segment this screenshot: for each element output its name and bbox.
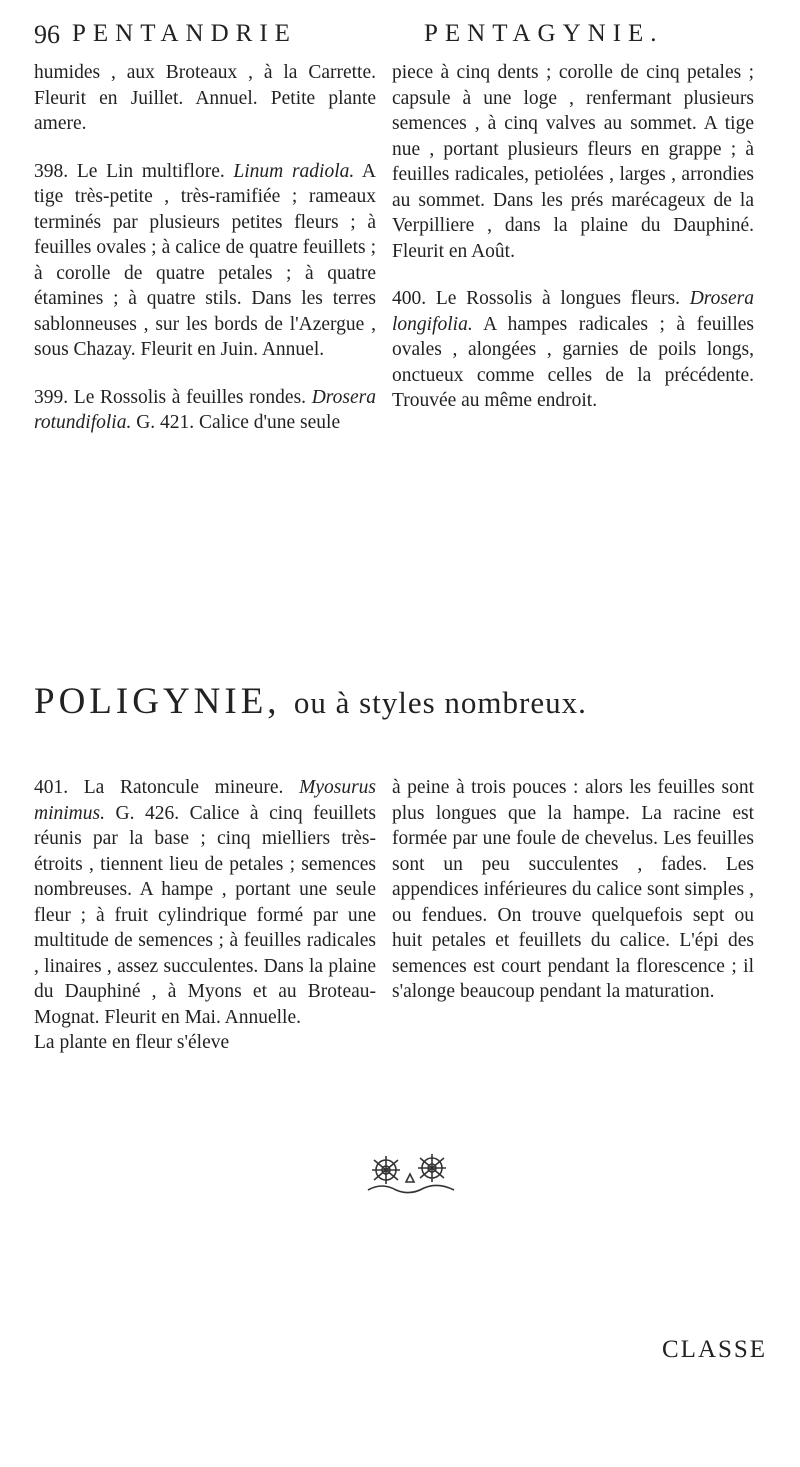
entry-number: 399. xyxy=(34,386,69,408)
entry-description: A hampes radicales ; à feuilles ovales , alongées , garnies de poils longs, onctueux comme celles de la précédente. Trouvée au même endroit. xyxy=(392,313,754,411)
ornament-rays-left xyxy=(372,1156,400,1184)
paragraph-continuation: piece à cinq dents ; corolle de cinq petales ; capsule à une loge , renfermant plusieurs semences , à cinq valves au sommet. A tige nue , portant plusieurs fleurs en grappe ; à feuilles radicales, petiolées , larges , arrondies au sommet. Dans les prés marécageux de la Verpilliere , dans la plaine du Dauphiné. Fleurit en Août. xyxy=(392,62,754,262)
column-left-top xyxy=(34,60,376,436)
section-subtitle: ou à styles nombreux. xyxy=(293,685,587,720)
entry-description: G. 426. Calice à cinq feuillets réunis par la base ; cinq mielliers très-étroits , tiennent lieu de petales ; semences nombreuses. A hampe , portant une seule fleur ; à fruit cylindrique formé par une multitude de semences ; à feuilles radicales , linaires , assez succulentes. Dans la plaine du Dauphiné , à Myons et au Broteau-Mognat. Fleurit en Mai. Annuelle. xyxy=(34,802,376,1028)
entry-common-name: Le Lin multiflore. xyxy=(68,160,234,182)
entry-common-name: La Ratoncule mineure. xyxy=(68,777,300,798)
entry-description: A tige très-petite , très-ramifiée ; rameaux terminés par plusieurs petites fleurs ; à feuilles ovales ; à calice de quatre feuillets ; à corolle de quatre petales ; à quatre étamines ; à quatre stils. Dans les terres sablonneuses , sur les bords de l'Azergue , sous Chazay. Fleurit en Juin. Annuel. xyxy=(34,160,376,360)
catchword: CLASSE xyxy=(662,1336,768,1363)
entry-number: 400. xyxy=(392,288,427,309)
entry-398 xyxy=(34,159,376,363)
paragraph-continuation: à peine à trois pouces : alors les feuilles sont plus longues que la hampe. La racine est formée par une foule de chevelus. Les feuilles sont un peu succulentes , fades. Les appendices inférieures du calice sont simples , ou fendues. On trouve quelquefois sept ou huit petales et feuillets du calice. L'épi des semences est court pendant la florescence ; il s'alonge beaucoup pendant la maturation. xyxy=(392,777,754,1002)
column-right-top xyxy=(392,60,754,414)
entry-latin-name: Linum radiola. xyxy=(233,160,355,182)
entry-latin-name: Drosera longifolia. xyxy=(392,288,754,335)
running-title-right: PENTAGYNIE. xyxy=(424,20,664,47)
entry-common-name: Le Rossolis à feuilles rondes. xyxy=(68,386,312,408)
entry-399 xyxy=(34,385,376,436)
section-heading xyxy=(34,680,774,723)
running-title-left: PENTANDRIE xyxy=(72,20,297,47)
paragraph-start: La plante en fleur s'éleve xyxy=(34,1032,230,1053)
entry-number: 398. xyxy=(34,160,69,182)
entry-latin-name: Myosurus minimus. xyxy=(34,777,376,824)
page-number: 96 xyxy=(34,20,60,49)
entry-400 xyxy=(392,286,754,414)
column-left-bottom xyxy=(34,775,376,1056)
ornament-scroll xyxy=(368,1185,454,1192)
paragraph-continuation: humides , aux Broteaux , à la Carrette. Fleurit en Juillet. Annuel. Petite plante amere. xyxy=(34,62,376,134)
ornament-rays-right xyxy=(418,1154,446,1182)
entry-common-name: Le Rossolis à longues fleurs. xyxy=(426,288,690,309)
page-header xyxy=(34,20,774,60)
entry-401 xyxy=(34,775,376,1030)
section-title: POLIGYNIE, xyxy=(34,681,294,722)
printer-ornament-icon xyxy=(362,1148,458,1198)
entry-number: 401. xyxy=(34,777,69,798)
entry-latin-name: Drosera rotundifolia. xyxy=(34,386,376,433)
ornament-leaf xyxy=(406,1174,414,1182)
column-right-bottom xyxy=(392,775,754,1005)
entry-description: G. 421. Calice d'une seule xyxy=(131,412,341,433)
